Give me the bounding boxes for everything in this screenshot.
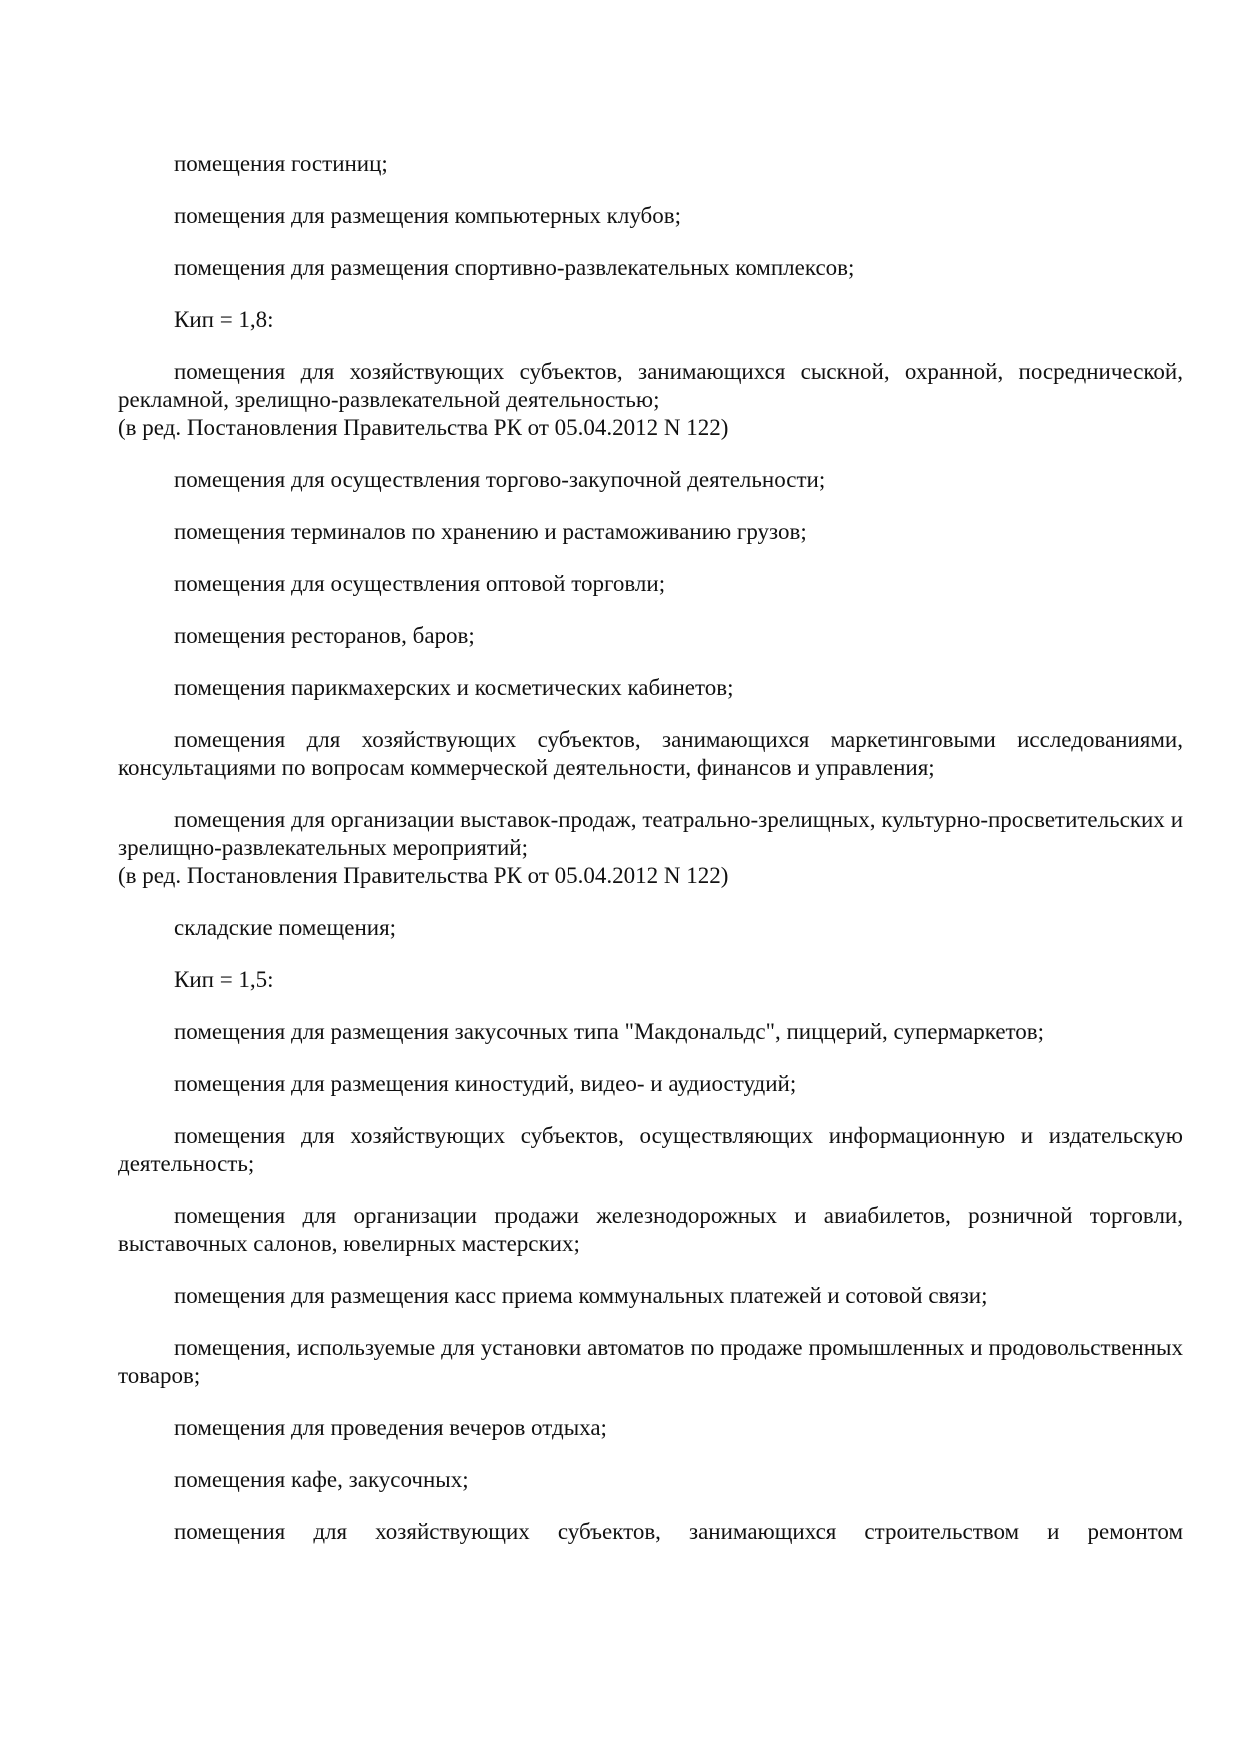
paragraph — [118, 1122, 1183, 1178]
paragraph-text: помещения для размещения киностудий, видео- и аудиостудий; — [174, 1071, 797, 1096]
paragraph-text: помещения кафе, закусочных; — [174, 1467, 469, 1492]
paragraph — [118, 254, 1183, 282]
paragraph-text: помещения терминалов по хранению и растаможиванию грузов; — [174, 519, 807, 544]
paragraph — [118, 570, 1183, 598]
paragraph — [118, 1414, 1183, 1442]
paragraph-text: помещения для организации выставок-продаж, театрально-зрелищных, культурно-просветительских и зрелищно-развлекательных мероприятий; — [118, 807, 1183, 860]
paragraph-text: помещения для размещения спортивно-развлекательных комплексов; — [174, 255, 855, 280]
document-page — [118, 150, 1183, 1546]
paragraph-text: помещения для осуществления торгово-закупочной деятельности; — [174, 467, 826, 492]
paragraph-text: помещения гостиниц; — [174, 151, 388, 176]
amendment-note: (в ред. Постановления Правительства РК от 05.04.2012 N 122) — [118, 863, 729, 888]
paragraph-text: Кип = 1,8: — [174, 307, 274, 332]
paragraph-text: помещения ресторанов, баров; — [174, 623, 475, 648]
paragraph-text: помещения для организации продажи железнодорожных и авиабилетов, розничной торговли, выставочных салонов, ювелирных мастерских; — [118, 1203, 1183, 1256]
paragraph-text: помещения для размещения компьютерных клубов; — [174, 203, 681, 228]
coefficient-heading — [118, 306, 1183, 334]
paragraph — [118, 202, 1183, 230]
paragraph — [118, 150, 1183, 178]
paragraph — [118, 518, 1183, 546]
paragraph — [118, 622, 1183, 650]
paragraph-text: помещения для проведения вечеров отдыха; — [174, 1415, 607, 1440]
paragraph — [118, 1334, 1183, 1390]
paragraph-text: помещения парикмахерских и косметических кабинетов; — [174, 675, 734, 700]
paragraph-text: помещения для хозяйствующих субъектов, осуществляющих информационную и издательскую деятельность; — [118, 1123, 1183, 1176]
paragraph — [118, 358, 1183, 442]
paragraph — [118, 1282, 1183, 1310]
paragraph-text: складские помещения; — [174, 915, 397, 940]
paragraph-text: помещения для размещения касс приема коммунальных платежей и сотовой связи; — [174, 1283, 988, 1308]
paragraph — [118, 1018, 1183, 1046]
paragraph — [118, 1466, 1183, 1494]
paragraph-text: Кип = 1,5: — [174, 967, 274, 992]
paragraph — [118, 1518, 1183, 1546]
paragraph-text: помещения, используемые для установки автоматов по продаже промышленных и продовольственных товаров; — [118, 1335, 1183, 1388]
paragraph — [118, 1202, 1183, 1258]
paragraph — [118, 466, 1183, 494]
paragraph — [118, 674, 1183, 702]
amendment-note: (в ред. Постановления Правительства РК от 05.04.2012 N 122) — [118, 415, 729, 440]
paragraph-text: помещения для хозяйствующих субъектов, занимающихся сыскной, охранной, посреднической, рекламной, зрелищно-развлекательной деятельностью; — [118, 359, 1183, 412]
paragraph — [118, 1070, 1183, 1098]
paragraph — [118, 726, 1183, 782]
paragraph-text: помещения для хозяйствующих субъектов, занимающихся строительством и ремонтом — [174, 1519, 1183, 1544]
paragraph — [118, 914, 1183, 942]
paragraph-text: помещения для осуществления оптовой торговли; — [174, 571, 666, 596]
coefficient-heading — [118, 966, 1183, 994]
paragraph-text: помещения для размещения закусочных типа "Макдональдс", пиццерий, супермаркетов; — [174, 1019, 1045, 1044]
paragraph — [118, 806, 1183, 890]
paragraph-text: помещения для хозяйствующих субъектов, занимающихся маркетинговыми исследованиями, консультациями по вопросам коммерческой деятельности, финансов и управления; — [118, 727, 1183, 780]
